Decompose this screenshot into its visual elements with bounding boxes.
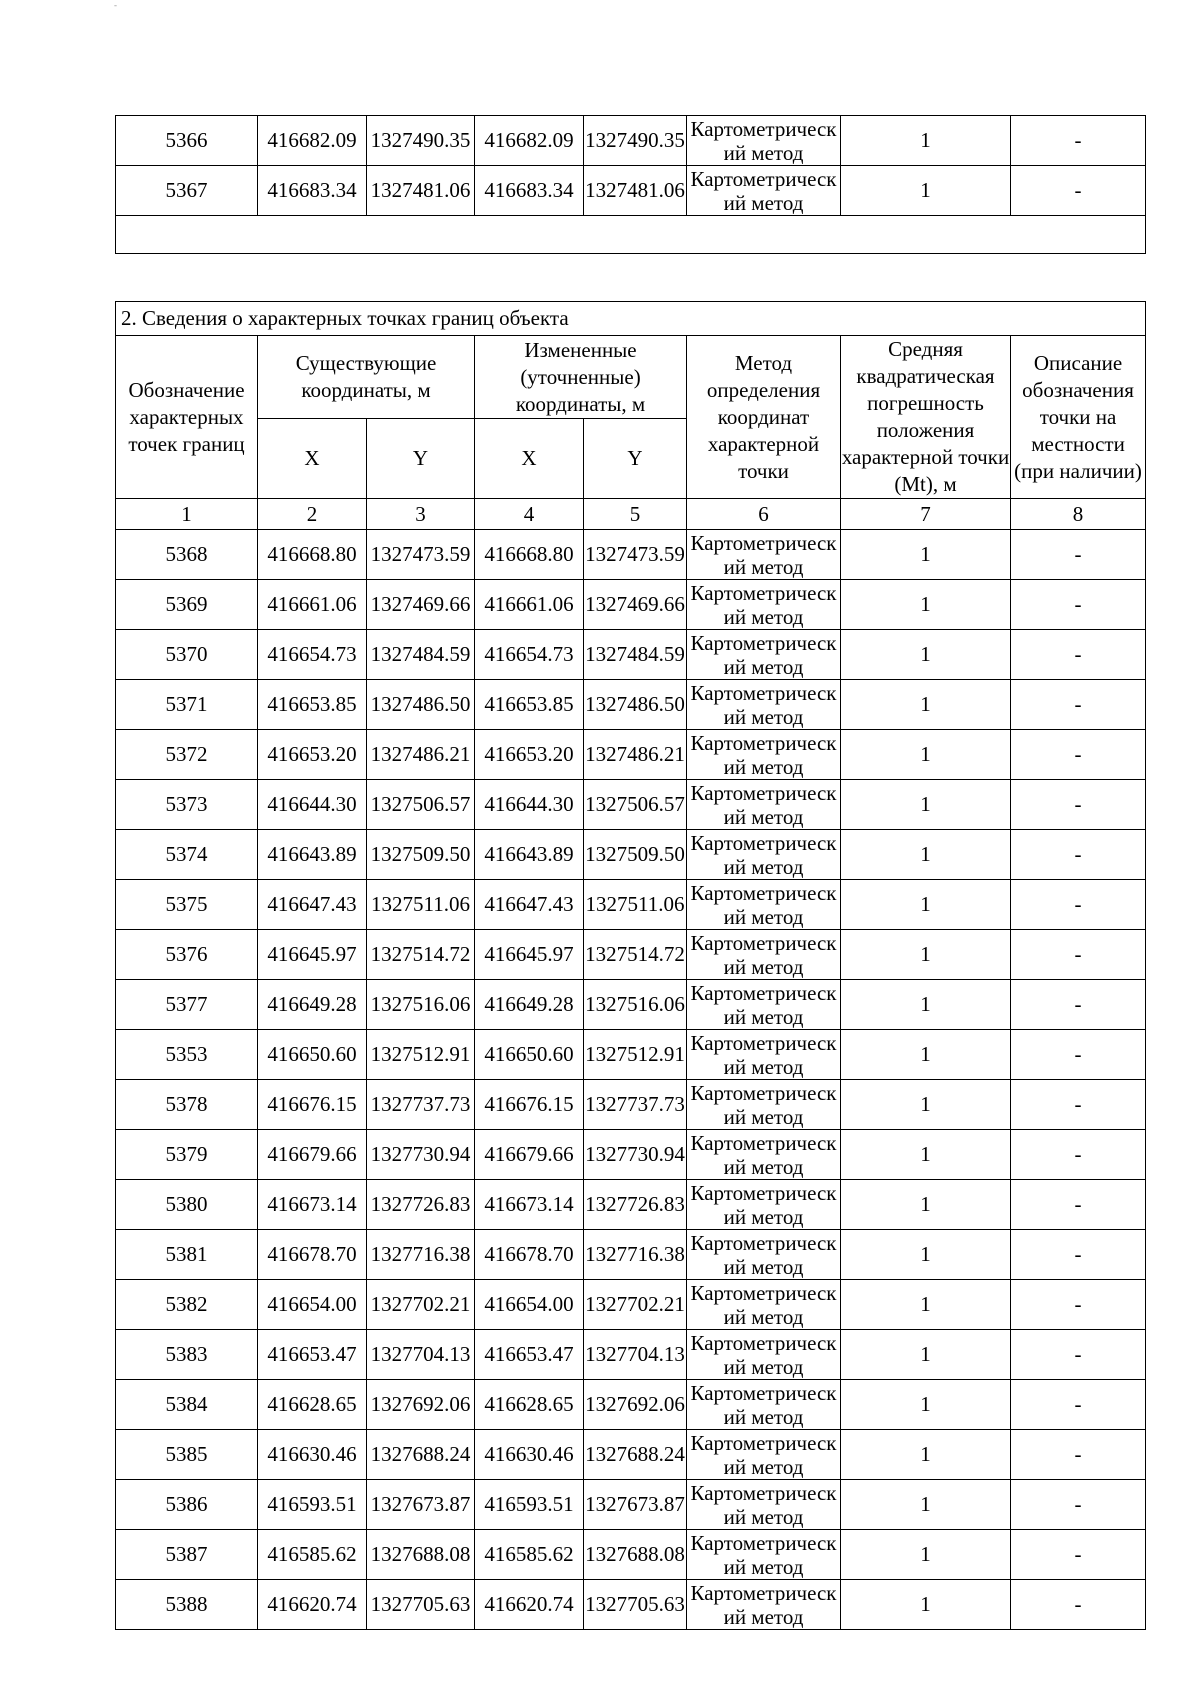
mean-error: 1 — [841, 630, 1011, 680]
y-changed: 1327486.21 — [584, 730, 687, 780]
point-description: - — [1011, 880, 1146, 930]
column-number: 6 — [687, 499, 841, 530]
method: Картометрический метод — [687, 1130, 841, 1180]
point-id: 5383 — [116, 1330, 258, 1380]
x-changed: 416678.70 — [475, 1230, 584, 1280]
section-title: 2. Сведения о характерных точках границ объекта — [116, 302, 1146, 336]
table-row — [116, 630, 1146, 680]
point-description: - — [1011, 1480, 1146, 1530]
table-row — [116, 116, 1146, 166]
x-existing: 416585.62 — [258, 1530, 367, 1580]
y-changed: 1327511.06 — [584, 880, 687, 930]
method: Картометрический метод — [687, 980, 841, 1030]
point-description: - — [1011, 1280, 1146, 1330]
column-number: 1 — [116, 499, 258, 530]
table-row — [116, 1330, 1146, 1380]
method: Картометрический метод — [687, 580, 841, 630]
column-number: 5 — [584, 499, 687, 530]
point-id: 5382 — [116, 1280, 258, 1330]
y-changed: 1327730.94 — [584, 1130, 687, 1180]
point-description: - — [1011, 116, 1146, 166]
table-row — [116, 166, 1146, 216]
point-id: 5377 — [116, 980, 258, 1030]
x-existing: 416649.28 — [258, 980, 367, 1030]
x-changed: 416661.06 — [475, 580, 584, 630]
mean-error: 1 — [841, 1580, 1011, 1630]
point-id: 5367 — [116, 166, 258, 216]
point-description: - — [1011, 780, 1146, 830]
column-number: 8 — [1011, 499, 1146, 530]
method: Картометрический метод — [687, 680, 841, 730]
point-id: 5379 — [116, 1130, 258, 1180]
point-description: - — [1011, 1580, 1146, 1630]
mean-error: 1 — [841, 1380, 1011, 1430]
x-changed: 416645.97 — [475, 930, 584, 980]
point-description: - — [1011, 1430, 1146, 1480]
header-y-existing: Y — [367, 419, 475, 499]
header-mean-error: Средняя квадратическая погрешность положения характерной точки (Mt), м — [841, 336, 1011, 499]
y-existing: 1327514.72 — [367, 930, 475, 980]
x-changed: 416676.15 — [475, 1080, 584, 1130]
empty-row — [116, 216, 1146, 254]
header-existing-coords: Существующие координаты, м — [258, 336, 475, 419]
table-row — [116, 1530, 1146, 1580]
point-id: 5375 — [116, 880, 258, 930]
point-description: - — [1011, 930, 1146, 980]
point-description: - — [1011, 1030, 1146, 1080]
column-numbers-row — [116, 499, 1146, 530]
method: Картометрический метод — [687, 1430, 841, 1480]
table-row — [116, 930, 1146, 980]
x-changed: 416653.85 — [475, 680, 584, 730]
method: Картометрический метод — [687, 780, 841, 830]
table-row — [116, 1430, 1146, 1480]
y-existing: 1327486.50 — [367, 680, 475, 730]
x-existing: 416630.46 — [258, 1430, 367, 1480]
point-description: - — [1011, 1380, 1146, 1430]
table-row — [116, 980, 1146, 1030]
x-changed: 416654.73 — [475, 630, 584, 680]
point-description: - — [1011, 530, 1146, 580]
y-changed: 1327688.24 — [584, 1430, 687, 1480]
method: Картометрический метод — [687, 1380, 841, 1430]
x-changed: 416654.00 — [475, 1280, 584, 1330]
mean-error: 1 — [841, 730, 1011, 780]
mean-error: 1 — [841, 1280, 1011, 1330]
table-row — [116, 830, 1146, 880]
y-changed: 1327702.21 — [584, 1280, 687, 1330]
y-changed: 1327484.59 — [584, 630, 687, 680]
table-row — [116, 580, 1146, 630]
point-description: - — [1011, 830, 1146, 880]
y-changed: 1327516.06 — [584, 980, 687, 1030]
y-existing: 1327688.24 — [367, 1430, 475, 1480]
x-changed: 416644.30 — [475, 780, 584, 830]
y-existing: 1327469.66 — [367, 580, 475, 630]
y-existing: 1327490.35 — [367, 116, 475, 166]
x-changed: 416647.43 — [475, 880, 584, 930]
method: Картометрический метод — [687, 1580, 841, 1630]
x-existing: 416643.89 — [258, 830, 367, 880]
y-changed: 1327673.87 — [584, 1480, 687, 1530]
point-id: 5378 — [116, 1080, 258, 1130]
point-description: - — [1011, 980, 1146, 1030]
x-changed: 416683.34 — [475, 166, 584, 216]
x-changed: 416679.66 — [475, 1130, 584, 1180]
table-row — [116, 1280, 1146, 1330]
x-existing: 416679.66 — [258, 1130, 367, 1180]
header-x-existing: X — [258, 419, 367, 499]
table-row — [116, 530, 1146, 580]
method: Картометрический метод — [687, 1280, 841, 1330]
y-changed: 1327486.50 — [584, 680, 687, 730]
header-point-designation: Обозначение характерных точек границ — [116, 336, 258, 499]
table-row — [116, 730, 1146, 780]
y-changed: 1327473.59 — [584, 530, 687, 580]
mean-error: 1 — [841, 166, 1011, 216]
point-id: 5384 — [116, 1380, 258, 1430]
mean-error: 1 — [841, 830, 1011, 880]
point-description: - — [1011, 580, 1146, 630]
x-changed: 416620.74 — [475, 1580, 584, 1630]
column-number: 4 — [475, 499, 584, 530]
y-existing: 1327673.87 — [367, 1480, 475, 1530]
point-description: - — [1011, 680, 1146, 730]
mean-error: 1 — [841, 530, 1011, 580]
point-id: 5369 — [116, 580, 258, 630]
y-changed: 1327716.38 — [584, 1230, 687, 1280]
point-id: 5372 — [116, 730, 258, 780]
point-description: - — [1011, 1230, 1146, 1280]
mean-error: 1 — [841, 980, 1011, 1030]
x-changed: 416585.62 — [475, 1530, 584, 1580]
x-existing: 416678.70 — [258, 1230, 367, 1280]
point-description: - — [1011, 166, 1146, 216]
method: Картометрический метод — [687, 1180, 841, 1230]
x-changed: 416673.14 — [475, 1180, 584, 1230]
header-y-changed: Y — [584, 419, 687, 499]
method: Картометрический метод — [687, 530, 841, 580]
x-existing: 416647.43 — [258, 880, 367, 930]
x-existing: 416650.60 — [258, 1030, 367, 1080]
y-changed: 1327509.50 — [584, 830, 687, 880]
table-row — [116, 1230, 1146, 1280]
x-existing: 416676.15 — [258, 1080, 367, 1130]
y-existing: 1327486.21 — [367, 730, 475, 780]
y-existing: 1327509.50 — [367, 830, 475, 880]
table-row — [116, 680, 1146, 730]
column-number: 7 — [841, 499, 1011, 530]
x-changed: 416649.28 — [475, 980, 584, 1030]
table-row — [116, 1030, 1146, 1080]
point-id: 5387 — [116, 1530, 258, 1580]
header-description: Описание обозначения точки на местности (при наличии) — [1011, 336, 1146, 499]
method: Картометрический метод — [687, 930, 841, 980]
y-changed: 1327512.91 — [584, 1030, 687, 1080]
point-description: - — [1011, 1530, 1146, 1580]
point-id: 5371 — [116, 680, 258, 730]
y-changed: 1327481.06 — [584, 166, 687, 216]
mean-error: 1 — [841, 1330, 1011, 1380]
x-existing: 416620.74 — [258, 1580, 367, 1630]
x-existing: 416661.06 — [258, 580, 367, 630]
method: Картометрический метод — [687, 1230, 841, 1280]
method: Картометрический метод — [687, 1530, 841, 1580]
y-existing: 1327481.06 — [367, 166, 475, 216]
mean-error: 1 — [841, 1180, 1011, 1230]
method: Картометрический метод — [687, 1080, 841, 1130]
x-existing: 416683.34 — [258, 166, 367, 216]
x-existing: 416654.00 — [258, 1280, 367, 1330]
x-changed: 416593.51 — [475, 1480, 584, 1530]
y-changed: 1327514.72 — [584, 930, 687, 980]
x-changed: 416650.60 — [475, 1030, 584, 1080]
method: Картометрический метод — [687, 1030, 841, 1080]
x-changed: 416643.89 — [475, 830, 584, 880]
method: Картометрический метод — [687, 630, 841, 680]
boundary-points-body — [116, 530, 1146, 1630]
header-method: Метод определения координат характерной точки — [687, 336, 841, 499]
y-existing: 1327730.94 — [367, 1130, 475, 1180]
method: Картометрический метод — [687, 166, 841, 216]
x-existing: 416645.97 — [258, 930, 367, 980]
boundary-points-table — [115, 301, 1146, 1630]
y-existing: 1327704.13 — [367, 1330, 475, 1380]
mean-error: 1 — [841, 1230, 1011, 1280]
point-id: 5376 — [116, 930, 258, 980]
y-existing: 1327737.73 — [367, 1080, 475, 1130]
y-existing: 1327511.06 — [367, 880, 475, 930]
y-existing: 1327705.63 — [367, 1580, 475, 1630]
method: Картометрический метод — [687, 1480, 841, 1530]
point-id: 5368 — [116, 530, 258, 580]
mean-error: 1 — [841, 116, 1011, 166]
method: Картометрический метод — [687, 830, 841, 880]
table-row — [116, 880, 1146, 930]
y-changed: 1327726.83 — [584, 1180, 687, 1230]
table-row — [116, 1480, 1146, 1530]
table-row — [116, 1080, 1146, 1130]
column-number: 3 — [367, 499, 475, 530]
mean-error: 1 — [841, 580, 1011, 630]
x-existing: 416653.85 — [258, 680, 367, 730]
point-description: - — [1011, 1330, 1146, 1380]
mean-error: 1 — [841, 1080, 1011, 1130]
mean-error: 1 — [841, 1530, 1011, 1580]
point-description: - — [1011, 630, 1146, 680]
point-id: 5370 — [116, 630, 258, 680]
y-changed: 1327688.08 — [584, 1530, 687, 1580]
point-id: 5388 — [116, 1580, 258, 1630]
point-id: 5366 — [116, 116, 258, 166]
x-existing: 416628.65 — [258, 1380, 367, 1430]
x-existing: 416644.30 — [258, 780, 367, 830]
point-id: 5353 — [116, 1030, 258, 1080]
method: Картометрический метод — [687, 116, 841, 166]
x-changed: 416653.47 — [475, 1330, 584, 1380]
column-number: 2 — [258, 499, 367, 530]
x-changed: 416682.09 — [475, 116, 584, 166]
y-changed: 1327469.66 — [584, 580, 687, 630]
y-changed: 1327490.35 — [584, 116, 687, 166]
y-existing: 1327726.83 — [367, 1180, 475, 1230]
y-changed: 1327704.13 — [584, 1330, 687, 1380]
mean-error: 1 — [841, 780, 1011, 830]
y-existing: 1327692.06 — [367, 1380, 475, 1430]
mean-error: 1 — [841, 1130, 1011, 1180]
page-mark: - — [114, 0, 117, 10]
y-existing: 1327716.38 — [367, 1230, 475, 1280]
x-changed: 416668.80 — [475, 530, 584, 580]
table-row — [116, 780, 1146, 830]
y-changed: 1327705.63 — [584, 1580, 687, 1630]
table-row — [116, 1580, 1146, 1630]
y-existing: 1327506.57 — [367, 780, 475, 830]
table-row — [116, 1180, 1146, 1230]
point-description: - — [1011, 1180, 1146, 1230]
y-existing: 1327702.21 — [367, 1280, 475, 1330]
point-description: - — [1011, 1080, 1146, 1130]
y-existing: 1327484.59 — [367, 630, 475, 680]
y-changed: 1327692.06 — [584, 1380, 687, 1430]
y-changed: 1327506.57 — [584, 780, 687, 830]
x-existing: 416653.47 — [258, 1330, 367, 1380]
y-existing: 1327516.06 — [367, 980, 475, 1030]
point-id: 5381 — [116, 1230, 258, 1280]
method: Картометрический метод — [687, 1330, 841, 1380]
x-changed: 416653.20 — [475, 730, 584, 780]
coordinates-table-continuation — [115, 115, 1146, 254]
method: Картометрический метод — [687, 880, 841, 930]
y-existing: 1327473.59 — [367, 530, 475, 580]
mean-error: 1 — [841, 930, 1011, 980]
point-description: - — [1011, 730, 1146, 780]
y-changed: 1327737.73 — [584, 1080, 687, 1130]
x-existing: 416668.80 — [258, 530, 367, 580]
y-existing: 1327688.08 — [367, 1530, 475, 1580]
header-changed-coords: Измененные (уточненные) координаты, м — [475, 336, 687, 419]
x-existing: 416654.73 — [258, 630, 367, 680]
table-row — [116, 1130, 1146, 1180]
point-id: 5386 — [116, 1480, 258, 1530]
header-x-changed: X — [475, 419, 584, 499]
continuation-body — [116, 116, 1146, 216]
x-existing: 416673.14 — [258, 1180, 367, 1230]
x-changed: 416628.65 — [475, 1380, 584, 1430]
x-changed: 416630.46 — [475, 1430, 584, 1480]
mean-error: 1 — [841, 1030, 1011, 1080]
point-id: 5380 — [116, 1180, 258, 1230]
x-existing: 416653.20 — [258, 730, 367, 780]
mean-error: 1 — [841, 1480, 1011, 1530]
x-existing: 416593.51 — [258, 1480, 367, 1530]
mean-error: 1 — [841, 880, 1011, 930]
mean-error: 1 — [841, 1430, 1011, 1480]
mean-error: 1 — [841, 680, 1011, 730]
point-id: 5374 — [116, 830, 258, 880]
x-existing: 416682.09 — [258, 116, 367, 166]
point-description: - — [1011, 1130, 1146, 1180]
point-id: 5373 — [116, 780, 258, 830]
method: Картометрический метод — [687, 730, 841, 780]
table-row — [116, 1380, 1146, 1430]
point-id: 5385 — [116, 1430, 258, 1480]
y-existing: 1327512.91 — [367, 1030, 475, 1080]
